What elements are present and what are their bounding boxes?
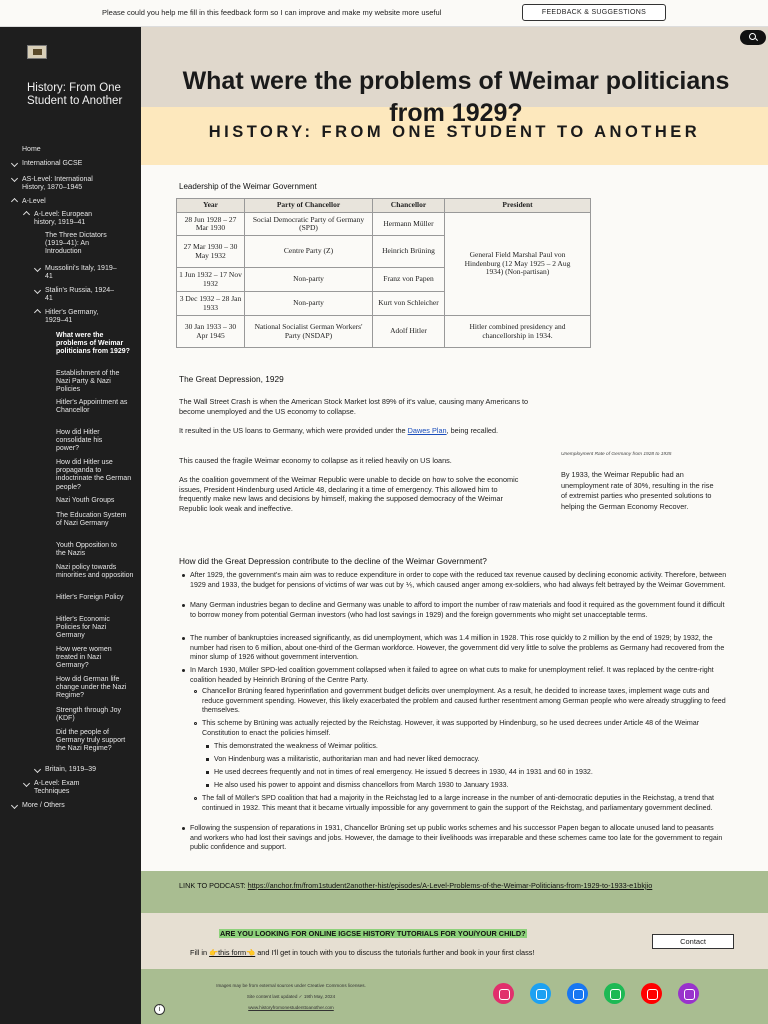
paragraph: This caused the fragile Weimar economy to collapse as it relied heavily on US loans.: [179, 456, 452, 465]
list-item: Von Hindenburg was a militaristic, authoritarian man and had never liked democracy.: [214, 755, 480, 763]
instagram-icon[interactable]: [493, 983, 514, 1004]
bullet-icon: [194, 722, 197, 725]
bullet-icon: [206, 758, 209, 761]
sidebar-item-germany[interactable]: Hitler's Germany, 1929–41: [45, 309, 99, 325]
sidebar-item-education[interactable]: The Education System of Nazi Germany: [56, 512, 127, 528]
site-subtitle: HISTORY: FROM ONE STUDENT TO ANOTHER: [208, 123, 701, 141]
table-cell: Heinrich Brüning: [373, 236, 445, 268]
tutorial-promo: [141, 913, 768, 969]
bullet-icon: [194, 797, 197, 800]
site-logo[interactable]: [27, 45, 47, 59]
sidebar: [0, 27, 141, 1024]
youtube-icon[interactable]: [641, 983, 662, 1004]
list-item: The fall of Müller's SPD coalition that had a majority in the Reichstag led to a large increase in the number of anti-democratic deputies in the Reichstag, a trend that continued in 1932. This meant that it became virtually impossible for any government to gain the support of the Reichstag, and parliamentary government declined.: [202, 794, 714, 812]
footer-updated: Site content last updated ✓ 19th May, 2024: [246, 994, 336, 999]
paragraph: The Wall Street Crash is when the American Stock Market lost 89% of it's value, causing many Americans to become unemployed and the US economy to collapse.: [179, 397, 529, 416]
table-cell: 1 Jun 1932 – 17 Nov 1932: [177, 268, 245, 292]
column-header: Year: [177, 199, 245, 213]
section-heading-depression: The Great Depression, 1929: [179, 374, 284, 384]
sidebar-item-igcse[interactable]: International GCSE: [22, 160, 83, 167]
table-cell: 30 Jan 1933 – 30 Apr 1945: [177, 316, 245, 348]
sidebar-item-italy[interactable]: Mussolini's Italy, 1919–41: [45, 265, 117, 281]
feedback-banner: [0, 0, 768, 27]
footer-license: Images may be from external sources under Creative Commons licenses.: [216, 983, 366, 988]
contact-button[interactable]: Contact: [652, 934, 734, 949]
table-cell: Non-party: [245, 268, 373, 292]
chevron-down-icon[interactable]: [34, 265, 41, 272]
chevron-up-icon[interactable]: [34, 309, 41, 316]
unemployment-note: By 1933, the Weimar Republic had an unemployment rate of 30%, resulting in the rise of extremist parties who presented solutions to helping the German Economy Recover.: [561, 470, 714, 511]
sidebar-item-kdf[interactable]: Strength through Joy (KDF): [56, 707, 121, 723]
sidebar-item-support[interactable]: Did the people of Germany truly support the Nazi Regime?: [56, 729, 126, 753]
list-item: Many German industries began to decline and Germany was unable to afford to import the number of raw materials and food it required as the government found it difficult to borrow money from potential German investors (who had lost savings in 1929) and the foreign governments who might set unacceptable terms.: [190, 601, 725, 619]
chevron-up-icon[interactable]: [11, 198, 18, 205]
column-header: Party of Chancellor: [245, 199, 373, 213]
table-cell: Adolf Hitler: [373, 316, 445, 348]
podcasts-icon[interactable]: [678, 983, 699, 1004]
chevron-down-icon[interactable]: [34, 766, 41, 773]
podcast-section: [141, 871, 768, 913]
footer-url[interactable]: www.historyfromonestudenttoanother.com: [248, 1005, 334, 1010]
tutorial-text: Fill in 👉this form👈 and I'll get in touch with you to discuss the tutorials further and book in your first class!: [190, 948, 535, 957]
sidebar-item-russia[interactable]: Stalin's Russia, 1924–41: [45, 287, 115, 303]
sidebar-item-foreign-policy[interactable]: Hitler's Foreign Policy: [56, 594, 124, 601]
sidebar-item-more[interactable]: More / Others: [22, 802, 65, 809]
list-item: The number of bankruptcies increased significantly, as did unemployment, which was 1.4 million in 1928. This rose quickly to 2 million by the end of 1929; by 1932, the number had risen to 6 million, about one-third of the German workforce. However, the government did very little to solve the problems as Germany had recovered from the minor slump of 1926 without government intervention.: [190, 634, 725, 661]
sidebar-item-as-level[interactable]: AS-Level: International History, 1870–1945: [22, 176, 93, 192]
sidebar-item-home[interactable]: Home: [22, 146, 41, 153]
chevron-down-icon[interactable]: [11, 802, 18, 809]
footer: [141, 969, 768, 1024]
list-item: In March 1930, Müller SPD-led coalition government collapsed when it failed to agree on what cuts to make for unemployment relief. It was replaced by the centre-right coalition headed by Heinrich Brüning of the Centre Party.: [190, 666, 714, 684]
sidebar-item-appointment[interactable]: Hitler's Appointment as Chancellor: [56, 399, 128, 415]
list-item: He used decrees frequently and not in times of real emergency. He issued 5 decrees in 1930, 44 in 1931 and 60 in 1932.: [214, 768, 593, 776]
sidebar-item-european-history[interactable]: A-Level: European history, 1919–41: [34, 211, 92, 227]
table-cell: Social Democratic Party of Germany (SPD): [245, 213, 373, 236]
bullet-icon: [182, 669, 185, 672]
bullet-icon: [182, 604, 185, 607]
form-link[interactable]: 👉this form👈: [209, 948, 256, 957]
sidebar-item-consolidate[interactable]: How did Hitler consolidate his power?: [56, 429, 103, 453]
table-cell: Hermann Müller: [373, 213, 445, 236]
sidebar-item-three-dictators[interactable]: The Three Dictators (1919–41): An Introduction: [45, 232, 107, 256]
bullet-icon: [182, 637, 185, 640]
bullet-icon: [182, 827, 185, 830]
spotify-icon[interactable]: [604, 983, 625, 1004]
bullet-icon: [182, 574, 185, 577]
chevron-down-icon[interactable]: [34, 287, 41, 294]
table-row: [177, 213, 591, 236]
chevron-up-icon[interactable]: [23, 211, 30, 218]
sidebar-item-youth-groups[interactable]: Nazi Youth Groups: [56, 497, 115, 504]
page-title: What were the problems of Weimar politicians from 1929?: [182, 67, 730, 127]
chevron-down-icon[interactable]: [23, 780, 30, 787]
paragraph: As the coalition government of the Weimar Republic were unable to decide on how to solve the economic issues, President Hindenburg used Article 48, declaring it a time of emergency. This allowed him to frequently make new laws and decisions by himself, making the supposed democracy of the Weimar Republic look weak and ineffective.: [179, 475, 519, 513]
podcast-link[interactable]: https://anchor.fm/from1student2another-hist/episodes/A-Level-Problems-of-the-Weimar-Politicians-from-1929-to-1933-e1bkjio: [247, 881, 653, 890]
bullet-icon: [206, 745, 209, 748]
list-item: This demonstrated the weakness of Weimar politics.: [214, 742, 378, 750]
table-cell: National Socialist German Workers' Party (NSDAP): [245, 316, 373, 348]
bullet-icon: [194, 690, 197, 693]
list-item: After 1929, the government's main aim was to reduce expenditure in order to cope with the reduced tax revenue caused by declining economic activity. Therefore, between 1929 and 1933, the budget for pensions of victims of war was cut by ⅕, which caused anger among ex-soldiers, who had always felt betrayed by the Weimar Government.: [190, 571, 727, 589]
list-item: Following the suspension of reparations in 1931, Chancellor Brüning set up public works schemes and his successor Papen began to allocate unused land to peasants and workers who had lost their savings and jobs. However, the damage to their livelihoods was irreparable and these schemes came too late for the government to regain public confidence and support.: [190, 824, 723, 851]
table-cell: Hitler combined presidency and chancellorship in 1934.: [445, 316, 591, 348]
table-cell: 3 Dec 1932 – 28 Jan 1933: [177, 292, 245, 316]
podcast-text: LINK TO PODCAST: https://anchor.fm/from1student2another-hist/episodes/A-Level-Problems-of-the-Weimar-Politicians-from-1929-to-1933-e1bkjio: [179, 881, 653, 890]
table-header-row: [177, 199, 591, 213]
sidebar-item-weimar-problems[interactable]: What were the problems of Weimar politicians from 1929?: [56, 332, 130, 356]
sidebar-item-exam-techniques[interactable]: A-Level: Exam Techniques: [34, 780, 80, 796]
table-row: [177, 316, 591, 348]
sidebar-item-women[interactable]: How were women treated in Nazi Germany?: [56, 646, 112, 670]
list-item: He also used his power to appoint and dismiss chancellors from March 1930 to January 1933.: [214, 781, 509, 789]
sidebar-item-youth-opposition[interactable]: Youth Opposition to the Nazis: [56, 542, 117, 558]
column-header: President: [445, 199, 591, 213]
section-heading-decline: How did the Great Depression contribute to the decline of the Weimar Government?: [179, 556, 487, 566]
sidebar-item-a-level[interactable]: A-Level: [22, 198, 46, 205]
sidebar-item-nazi-party[interactable]: Establishment of the Nazi Party & Nazi Policies: [56, 370, 120, 394]
chart-caption: Unemployment Rate of Germany from 1928 to 1935: [561, 452, 672, 457]
feedback-button[interactable]: FEEDBACK & SUGGESTIONS: [522, 4, 666, 21]
bullet-icon: [206, 784, 209, 787]
table-cell: Franz von Papen: [373, 268, 445, 292]
list-item: This scheme by Brüning was actually rejected by the Reichstag. However, it was supported by Hindenburg, so he used decrees under Article 48 of the Weimar Constitution to enact the policies himself.: [202, 719, 700, 737]
facebook-icon[interactable]: [567, 983, 588, 1004]
leadership-table: [176, 198, 591, 348]
sidebar-item-minorities[interactable]: Nazi policy towards minorities and opposition: [56, 564, 134, 580]
table-cell: 28 Jun 1928 – 27 Mar 1930: [177, 213, 245, 236]
chevron-down-icon[interactable]: [11, 175, 18, 182]
search-icon[interactable]: [740, 30, 766, 45]
paragraph: It resulted in the US loans to Germany, which were provided under the Dawes Plan, being recalled.: [179, 426, 499, 435]
decline-list: [179, 571, 727, 861]
twitter-icon[interactable]: [530, 983, 551, 1004]
chevron-down-icon[interactable]: [11, 160, 18, 167]
table-cell: General Field Marshal Paul von Hindenburg (12 May 1925 – 2 Aug 1934) (Non-partisan): [445, 213, 591, 316]
sidebar-item-britain[interactable]: Britain, 1919–39: [45, 766, 96, 773]
bullet-icon: [206, 771, 209, 774]
table-cell: 27 Mar 1930 – 30 May 1932: [177, 236, 245, 268]
table-cell: Kurt von Schleicher: [373, 292, 445, 316]
sidebar-item-economic-policies[interactable]: Hitler's Economic Policies for Nazi Germany: [56, 616, 110, 640]
table-cell: Centre Party (Z): [245, 236, 373, 268]
dawes-plan-link[interactable]: Dawes Plan: [407, 426, 447, 435]
tutorial-heading: ARE YOU LOOKING FOR ONLINE IGCSE HISTORY TUTORIALS FOR YOU/YOUR CHILD?: [220, 929, 526, 938]
sidebar-item-german-life[interactable]: How did German life change under the Nazi Regime?: [56, 676, 127, 700]
site-title[interactable]: History: From One Student to Another: [27, 82, 123, 107]
column-header: Chancellor: [373, 199, 445, 213]
info-icon[interactable]: i: [154, 1004, 165, 1015]
section-heading-leadership: Leadership of the Weimar Government: [179, 182, 317, 191]
sidebar-item-propaganda[interactable]: How did Hitler use propaganda to indoctrinate the German people?: [56, 459, 132, 491]
feedback-message: Please could you help me fill in this feedback form so I can improve and make my website more useful: [102, 8, 442, 17]
table-cell: Non-party: [245, 292, 373, 316]
list-item: Chancellor Brüning feared hyperinflation and government budget deficits over unemployment. As a result, he decided to increase taxes, implement wage cuts and reduce government spending. However, this likely exacerbated the problem and caused further resentment among German people who were already struggling to feed themselves.: [202, 687, 726, 714]
